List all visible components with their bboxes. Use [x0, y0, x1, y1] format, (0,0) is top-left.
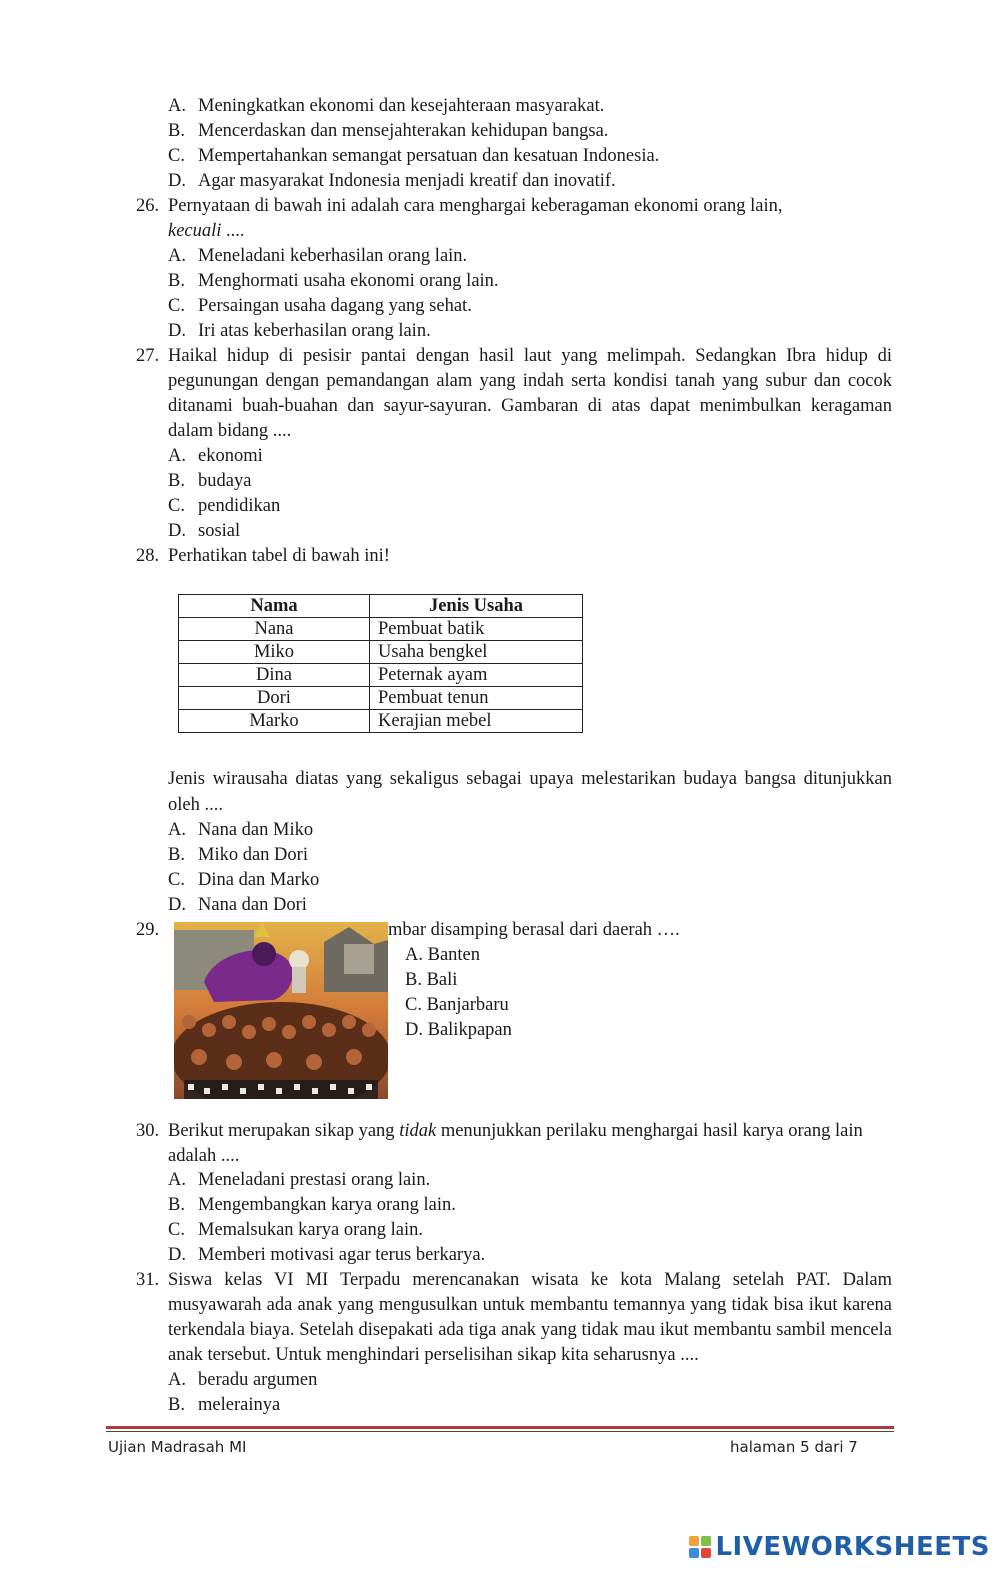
- q31-question: Siswa kelas VI MI Terpadu merencanakan wisata ke kota Malang setelah PAT. Dalam musyawarah ada anak yang mengusulkan untuk membantu temannya yang tidak bisa ikut karena terkendala biaya. Setelah disepakati ada tiga anak yang tidak mau ikut membantu sambil mencela anak tersebut. Untuk menghindari perselisihan sikap kita seharusnya ....: [168, 1270, 892, 1365]
- q27-option-a[interactable]: A. ekonomi: [168, 446, 263, 466]
- table-cell-business: Kerajian mebel: [370, 710, 583, 733]
- q27-number: 27.: [136, 346, 160, 366]
- footer-page-number: halaman 5 dari 7: [730, 1438, 858, 1456]
- table-cell-name: Marko: [179, 710, 370, 733]
- q28-option-b[interactable]: B. Miko dan Dori: [168, 845, 308, 865]
- q28-option-c[interactable]: C. Dina dan Marko: [168, 870, 320, 890]
- table-row: [179, 641, 583, 664]
- q28-number: 28.: [136, 546, 160, 566]
- q25-option-b[interactable]: B. Mencerdaskan dan mensejahterakan kehidupan bangsa.: [168, 121, 609, 141]
- q30-option-b[interactable]: B. Mengembangkan karya orang lain.: [168, 1195, 456, 1215]
- q26-option-b[interactable]: B. Menghormati usaha ekonomi orang lain.: [168, 271, 499, 291]
- q28-table: [178, 594, 583, 733]
- q26-number: 26.: [136, 196, 160, 216]
- q29-option-d[interactable]: D. Balikpapan: [405, 1020, 512, 1040]
- q26-option-c[interactable]: C. Persaingan usaha dagang yang sehat.: [168, 296, 472, 316]
- q27-option-c[interactable]: C. pendidikan: [168, 496, 281, 516]
- table-header-nama: Nama: [179, 595, 370, 618]
- table-cell-name: Dina: [179, 664, 370, 687]
- q26-question: Pernyataan di bawah ini adalah cara menghargai keberagaman ekonomi orang lain, kecuali ....: [168, 196, 783, 241]
- q29-option-b[interactable]: B. Bali: [405, 970, 458, 990]
- q31-number: 31.: [136, 1270, 160, 1290]
- q30-option-d[interactable]: D. Memberi motivasi agar terus berkarya.: [168, 1245, 486, 1265]
- q26-option-a[interactable]: A. Meneladani keberhasilan orang lain.: [168, 246, 468, 266]
- footer-divider-thin: [106, 1431, 894, 1432]
- q31-option-b[interactable]: B. melerainya: [168, 1395, 281, 1415]
- q29-question: mbar disamping berasal dari daerah ….: [388, 920, 680, 940]
- q26-option-d[interactable]: D. Iri atas keberhasilan orang lain.: [168, 321, 431, 341]
- q27-question: Haikal hidup di pesisir pantai dengan hasil laut yang melimpah. Sedangkan Ibra hidup di pegunungan dengan pemandangan alam yang indah serta kondisi tanah yang subur dan cocok ditanami buah-buahan dan sayur-sayuran. Gambaran di atas dapat menimbulkan keragaman dalam bidang ....: [168, 346, 892, 441]
- table-row: [179, 664, 583, 687]
- q28-option-d[interactable]: D. Nana dan Dori: [168, 895, 307, 915]
- table-cell-business: Pembuat batik: [370, 618, 583, 641]
- q27-option-d[interactable]: D. sosial: [168, 521, 241, 541]
- q30-number: 30.: [136, 1121, 160, 1141]
- table-row: [179, 687, 583, 710]
- table-row: [179, 618, 583, 641]
- q28-followup: Jenis wirausaha diatas yang sekaligus sebagai upaya melestarikan budaya bangsa ditunjukkan oleh ....: [168, 769, 892, 815]
- kecak-dance-illustration: [174, 922, 388, 1099]
- table-cell-business: Peternak ayam: [370, 664, 583, 687]
- footer-divider: [106, 1426, 894, 1429]
- q29-option-a[interactable]: A. Banten: [405, 945, 481, 965]
- liveworksheets-wordmark: LIVEWORKSHEETS: [715, 1532, 990, 1562]
- liveworksheets-logo[interactable]: [689, 1532, 990, 1562]
- table-cell-name: Dori: [179, 687, 370, 710]
- q30-option-c[interactable]: C. Memalsukan karya orang lain.: [168, 1220, 424, 1240]
- q28-option-a[interactable]: A. Nana dan Miko: [168, 820, 314, 840]
- q30-option-a[interactable]: A. Meneladani prestasi orang lain.: [168, 1170, 431, 1190]
- q28-question: Perhatikan tabel di bawah ini!: [168, 546, 390, 566]
- table-header-jenis-usaha: Jenis Usaha: [370, 595, 583, 618]
- q31-option-a[interactable]: A. beradu argumen: [168, 1370, 318, 1390]
- table-header-row: [179, 595, 583, 618]
- q30-question: Berikut merupakan sikap yang tidak menunjukkan perilaku menghargai hasil karya orang lain adalah ....: [168, 1121, 863, 1166]
- q27-option-b[interactable]: B. budaya: [168, 471, 252, 491]
- table-cell-business: Pembuat tenun: [370, 687, 583, 710]
- footer-exam-title: Ujian Madrasah MI: [108, 1438, 247, 1456]
- table-row: [179, 710, 583, 733]
- q25-option-a[interactable]: A. Meningkatkan ekonomi dan kesejahteraan masyarakat.: [168, 96, 605, 116]
- q29-option-c[interactable]: C. Banjarbaru: [405, 995, 509, 1015]
- kecak-dance-image: [174, 922, 388, 1099]
- q25-option-d[interactable]: D. Agar masyarakat Indonesia menjadi kreatif dan inovatif.: [168, 171, 616, 191]
- table-cell-business: Usaha bengkel: [370, 641, 583, 664]
- liveworksheets-icon: [689, 1536, 711, 1558]
- q25-option-c[interactable]: C. Mempertahankan semangat persatuan dan kesatuan Indonesia.: [168, 146, 660, 166]
- table-cell-name: Nana: [179, 618, 370, 641]
- q29-number: 29.: [136, 920, 160, 940]
- table-cell-name: Miko: [179, 641, 370, 664]
